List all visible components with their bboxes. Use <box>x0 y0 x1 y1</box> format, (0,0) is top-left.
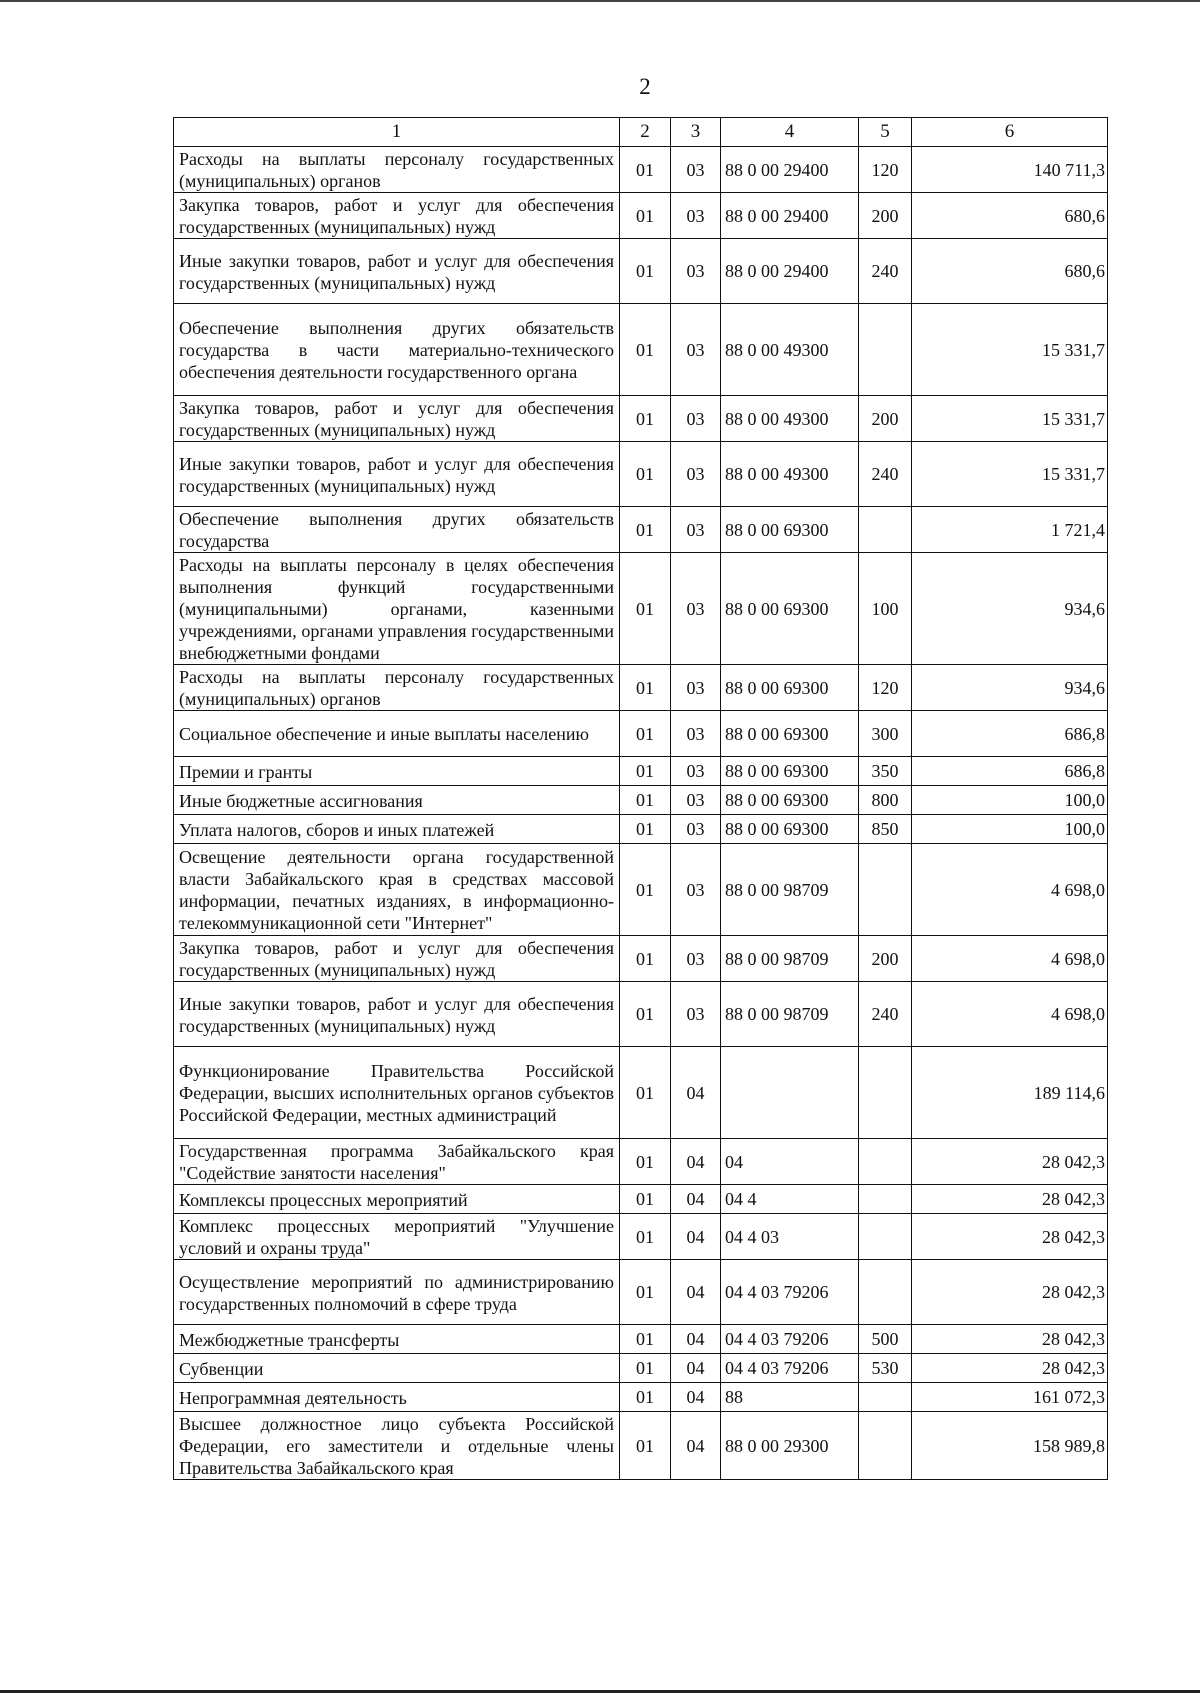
row-target-article: 88 0 00 29300 <box>721 1412 859 1480</box>
row-section: 01 <box>620 442 671 507</box>
row-target-article: 04 4 03 <box>721 1214 859 1260</box>
column-header-subsection: 3 <box>671 118 721 147</box>
table-row <box>174 1260 1108 1325</box>
row-amount: 100,0 <box>912 786 1108 815</box>
table-row <box>174 507 1108 553</box>
table-row <box>174 1185 1108 1214</box>
table-row <box>174 936 1108 982</box>
table-row <box>174 786 1108 815</box>
table-row <box>174 1214 1108 1260</box>
row-subsection: 04 <box>671 1260 721 1325</box>
table-row <box>174 1354 1108 1383</box>
row-amount: 28 042,3 <box>912 1214 1108 1260</box>
column-header-section: 2 <box>620 118 671 147</box>
row-name: Субвенции <box>174 1354 620 1383</box>
row-section: 01 <box>620 193 671 239</box>
row-target-article: 88 0 00 29400 <box>721 239 859 304</box>
row-expense-type: 200 <box>859 936 912 982</box>
row-expense-type: 800 <box>859 786 912 815</box>
row-subsection: 03 <box>671 711 721 757</box>
table-row <box>174 665 1108 711</box>
table-row <box>174 442 1108 507</box>
row-subsection: 04 <box>671 1214 721 1260</box>
row-target-article: 04 4 03 79206 <box>721 1354 859 1383</box>
row-expense-type: 240 <box>859 442 912 507</box>
row-expense-type <box>859 1214 912 1260</box>
row-name: Комплексы процессных мероприятий <box>174 1185 620 1214</box>
row-amount: 28 042,3 <box>912 1139 1108 1185</box>
row-name: Обеспечение выполнения других обязательств государства <box>174 507 620 553</box>
row-target-article: 88 0 00 69300 <box>721 786 859 815</box>
row-expense-type: 120 <box>859 147 912 193</box>
row-target-article: 04 4 03 79206 <box>721 1325 859 1354</box>
row-name: Уплата налогов, сборов и иных платежей <box>174 815 620 844</box>
row-section: 01 <box>620 1185 671 1214</box>
row-section: 01 <box>620 982 671 1047</box>
row-target-article: 88 0 00 69300 <box>721 815 859 844</box>
row-expense-type: 200 <box>859 193 912 239</box>
row-expense-type: 300 <box>859 711 912 757</box>
row-amount: 686,8 <box>912 711 1108 757</box>
row-expense-type: 530 <box>859 1354 912 1383</box>
row-amount: 934,6 <box>912 665 1108 711</box>
row-name: Освещение деятельности органа государственной власти Забайкальского края в средствах массовой информации, печатных изданиях, в информационно-телекоммуникационной сети "Интернет" <box>174 844 620 936</box>
table-row <box>174 1047 1108 1139</box>
row-target-article: 88 0 00 49300 <box>721 304 859 396</box>
row-expense-type <box>859 1185 912 1214</box>
row-section: 01 <box>620 1383 671 1412</box>
row-subsection: 03 <box>671 239 721 304</box>
row-target-article: 88 0 00 98709 <box>721 844 859 936</box>
row-subsection: 04 <box>671 1185 721 1214</box>
table-row <box>174 844 1108 936</box>
row-section: 01 <box>620 711 671 757</box>
table-row <box>174 239 1108 304</box>
row-section: 01 <box>620 665 671 711</box>
row-name: Премии и гранты <box>174 757 620 786</box>
row-name: Социальное обеспечение и иные выплаты населению <box>174 711 620 757</box>
table-row <box>174 396 1108 442</box>
row-amount: 4 698,0 <box>912 844 1108 936</box>
row-subsection: 04 <box>671 1325 721 1354</box>
row-amount: 934,6 <box>912 553 1108 665</box>
row-section: 01 <box>620 1325 671 1354</box>
row-target-article: 04 <box>721 1139 859 1185</box>
row-amount: 15 331,7 <box>912 442 1108 507</box>
row-expense-type: 120 <box>859 665 912 711</box>
row-expense-type: 350 <box>859 757 912 786</box>
row-subsection: 03 <box>671 396 721 442</box>
row-amount: 28 042,3 <box>912 1260 1108 1325</box>
column-header-amount: 6 <box>912 118 1108 147</box>
row-amount: 28 042,3 <box>912 1185 1108 1214</box>
row-target-article: 88 0 00 69300 <box>721 711 859 757</box>
row-amount: 1 721,4 <box>912 507 1108 553</box>
row-expense-type: 200 <box>859 396 912 442</box>
row-amount: 686,8 <box>912 757 1108 786</box>
row-name: Иные закупки товаров, работ и услуг для обеспечения государственных (муниципальных) нужд <box>174 239 620 304</box>
row-subsection: 04 <box>671 1383 721 1412</box>
table-row <box>174 147 1108 193</box>
row-subsection: 03 <box>671 507 721 553</box>
row-expense-type <box>859 507 912 553</box>
row-expense-type <box>859 304 912 396</box>
row-subsection: 04 <box>671 1412 721 1480</box>
row-subsection: 04 <box>671 1047 721 1139</box>
table-row <box>174 757 1108 786</box>
row-expense-type: 240 <box>859 982 912 1047</box>
table-row <box>174 193 1108 239</box>
budget-table <box>173 117 1108 1480</box>
row-expense-type <box>859 1412 912 1480</box>
row-expense-type: 850 <box>859 815 912 844</box>
row-subsection: 03 <box>671 665 721 711</box>
row-name: Обеспечение выполнения других обязательств государства в части материально-технического обеспечения деятельности государственного органа <box>174 304 620 396</box>
row-name: Расходы на выплаты персоналу государственных (муниципальных) органов <box>174 147 620 193</box>
row-name: Межбюджетные трансферты <box>174 1325 620 1354</box>
row-name: Расходы на выплаты персоналу государственных (муниципальных) органов <box>174 665 620 711</box>
row-expense-type <box>859 1047 912 1139</box>
row-target-article: 88 <box>721 1383 859 1412</box>
row-section: 01 <box>620 815 671 844</box>
row-amount: 680,6 <box>912 193 1108 239</box>
row-section: 01 <box>620 304 671 396</box>
row-subsection: 03 <box>671 757 721 786</box>
row-subsection: 03 <box>671 844 721 936</box>
row-expense-type <box>859 1383 912 1412</box>
row-section: 01 <box>620 507 671 553</box>
row-name: Государственная программа Забайкальского края "Содействие занятости населения" <box>174 1139 620 1185</box>
row-name: Иные закупки товаров, работ и услуг для обеспечения государственных (муниципальных) нужд <box>174 442 620 507</box>
row-amount: 15 331,7 <box>912 396 1108 442</box>
row-subsection: 03 <box>671 442 721 507</box>
header-row <box>174 118 1108 147</box>
row-target-article: 88 0 00 69300 <box>721 665 859 711</box>
row-expense-type: 100 <box>859 553 912 665</box>
row-section: 01 <box>620 786 671 815</box>
table-row <box>174 553 1108 665</box>
row-subsection: 03 <box>671 786 721 815</box>
row-subsection: 03 <box>671 982 721 1047</box>
row-section: 01 <box>620 1139 671 1185</box>
row-section: 01 <box>620 396 671 442</box>
row-section: 01 <box>620 1260 671 1325</box>
column-header-target-article: 4 <box>721 118 859 147</box>
row-name: Иные закупки товаров, работ и услуг для обеспечения государственных (муниципальных) нужд <box>174 982 620 1047</box>
row-name: Закупка товаров, работ и услуг для обеспечения государственных (муниципальных) нужд <box>174 396 620 442</box>
row-subsection: 03 <box>671 553 721 665</box>
table-row <box>174 304 1108 396</box>
row-section: 01 <box>620 844 671 936</box>
row-section: 01 <box>620 1214 671 1260</box>
row-target-article: 88 0 00 29400 <box>721 147 859 193</box>
row-expense-type <box>859 1260 912 1325</box>
row-target-article: 04 4 03 79206 <box>721 1260 859 1325</box>
row-name: Закупка товаров, работ и услуг для обеспечения государственных (муниципальных) нужд <box>174 936 620 982</box>
row-target-article <box>721 1047 859 1139</box>
row-section: 01 <box>620 147 671 193</box>
row-amount: 158 989,8 <box>912 1412 1108 1480</box>
table-row <box>174 1383 1108 1412</box>
row-amount: 28 042,3 <box>912 1354 1108 1383</box>
row-name: Расходы на выплаты персоналу в целях обеспечения выполнения функций государственными (муниципальными) органами, казенными учреждениями, органами управления государственными внебюджетными фондами <box>174 553 620 665</box>
top-border <box>0 0 1200 2</box>
row-target-article: 88 0 00 49300 <box>721 442 859 507</box>
row-amount: 15 331,7 <box>912 304 1108 396</box>
row-section: 01 <box>620 1047 671 1139</box>
column-header-expense-type: 5 <box>859 118 912 147</box>
row-name: Комплекс процессных мероприятий "Улучшение условий и охраны труда" <box>174 1214 620 1260</box>
row-target-article: 88 0 00 69300 <box>721 757 859 786</box>
row-target-article: 88 0 00 98709 <box>721 982 859 1047</box>
row-section: 01 <box>620 1354 671 1383</box>
row-amount: 189 114,6 <box>912 1047 1108 1139</box>
row-amount: 28 042,3 <box>912 1325 1108 1354</box>
row-subsection: 03 <box>671 147 721 193</box>
row-subsection: 04 <box>671 1139 721 1185</box>
table-row <box>174 815 1108 844</box>
row-subsection: 03 <box>671 304 721 396</box>
table-row <box>174 711 1108 757</box>
row-target-article: 88 0 00 69300 <box>721 553 859 665</box>
table-row <box>174 1139 1108 1185</box>
row-name: Иные бюджетные ассигнования <box>174 786 620 815</box>
bottom-border <box>0 1690 1200 1693</box>
row-amount: 4 698,0 <box>912 982 1108 1047</box>
row-subsection: 03 <box>671 815 721 844</box>
table-row <box>174 1325 1108 1354</box>
row-subsection: 03 <box>671 193 721 239</box>
table-row <box>174 1412 1108 1480</box>
row-amount: 680,6 <box>912 239 1108 304</box>
row-amount: 161 072,3 <box>912 1383 1108 1412</box>
row-expense-type: 240 <box>859 239 912 304</box>
row-target-article: 88 0 00 98709 <box>721 936 859 982</box>
row-name: Непрограммная деятельность <box>174 1383 620 1412</box>
column-header-name: 1 <box>174 118 620 147</box>
row-target-article: 04 4 <box>721 1185 859 1214</box>
row-expense-type <box>859 1139 912 1185</box>
row-section: 01 <box>620 936 671 982</box>
row-expense-type <box>859 844 912 936</box>
row-expense-type: 500 <box>859 1325 912 1354</box>
row-name: Закупка товаров, работ и услуг для обеспечения государственных (муниципальных) нужд <box>174 193 620 239</box>
row-target-article: 88 0 00 49300 <box>721 396 859 442</box>
table-body <box>174 147 1108 1480</box>
table-row <box>174 982 1108 1047</box>
row-section: 01 <box>620 1412 671 1480</box>
row-target-article: 88 0 00 69300 <box>721 507 859 553</box>
row-name: Высшее должностное лицо субъекта Российской Федерации, его заместители и отдельные члены Правительства Забайкальского края <box>174 1412 620 1480</box>
row-section: 01 <box>620 757 671 786</box>
row-section: 01 <box>620 239 671 304</box>
row-amount: 140 711,3 <box>912 147 1108 193</box>
row-section: 01 <box>620 553 671 665</box>
row-amount: 4 698,0 <box>912 936 1108 982</box>
row-target-article: 88 0 00 29400 <box>721 193 859 239</box>
row-amount: 100,0 <box>912 815 1108 844</box>
row-name: Осуществление мероприятий по администрированию государственных полномочий в сфере труда <box>174 1260 620 1325</box>
row-name: Функционирование Правительства Российской Федерации, высших исполнительных органов субъектов Российской Федерации, местных администраций <box>174 1047 620 1139</box>
page-number: 2 <box>639 74 651 99</box>
row-subsection: 03 <box>671 936 721 982</box>
row-subsection: 04 <box>671 1354 721 1383</box>
